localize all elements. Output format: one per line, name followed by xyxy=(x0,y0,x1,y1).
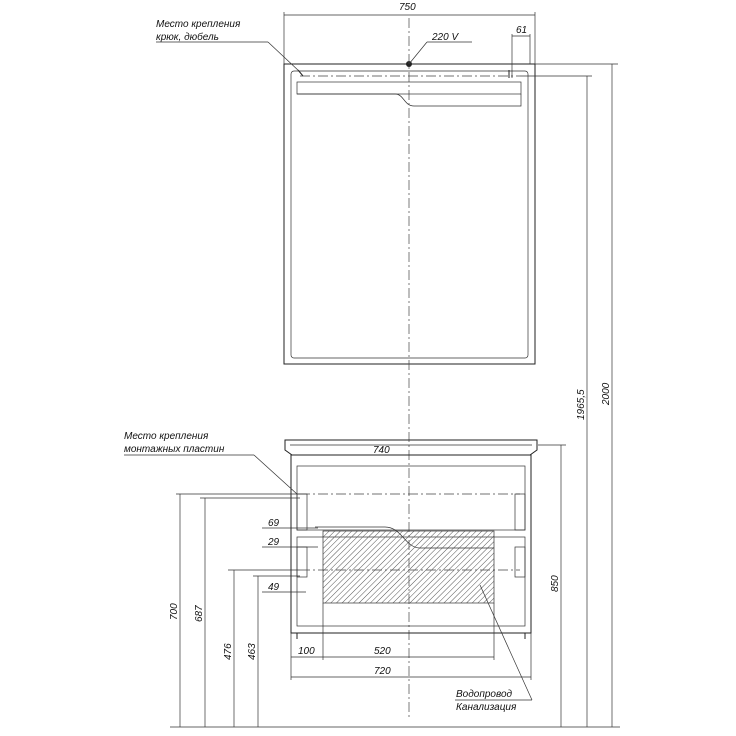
dim-740: 740 xyxy=(373,445,390,456)
power-callout xyxy=(409,32,472,64)
plates-mount-label-2: монтажных пластин xyxy=(124,444,225,455)
dimension-bottom-widths xyxy=(291,603,531,680)
hook-mount-label-2: крюк, дюбель xyxy=(156,32,219,43)
dim-61: 61 xyxy=(516,25,528,36)
sewer-label: Канализация xyxy=(456,702,517,713)
dimension-687 xyxy=(194,498,300,727)
dim-69: 69 xyxy=(268,518,280,529)
dim-463: 463 xyxy=(247,643,258,660)
dimension-61 xyxy=(512,25,530,78)
dimension-29 xyxy=(262,537,318,548)
dim-520: 520 xyxy=(374,646,391,657)
dim-100: 100 xyxy=(298,646,315,657)
dim-700: 700 xyxy=(169,603,180,620)
mirror xyxy=(284,61,535,364)
dimension-49 xyxy=(262,582,306,593)
hook-mount-label-1: Место крепления xyxy=(156,19,241,30)
dimension-850 xyxy=(538,445,566,727)
plates-mount-callout xyxy=(124,431,297,494)
dim-476: 476 xyxy=(223,643,234,660)
dim-2000: 2000 xyxy=(601,382,612,405)
dim-850: 850 xyxy=(550,575,561,592)
power-label: 220 V xyxy=(432,32,459,43)
dim-687: 687 xyxy=(194,605,205,622)
dimension-700 xyxy=(169,494,300,727)
dim-29: 29 xyxy=(268,537,280,548)
plumbing-callout xyxy=(455,585,532,713)
dim-720: 720 xyxy=(374,666,391,677)
dimension-476 xyxy=(223,570,300,727)
dim-1965: 1965,5 xyxy=(576,389,587,420)
dimension-463 xyxy=(247,576,300,727)
dim-49: 49 xyxy=(268,582,280,593)
dimension-69 xyxy=(262,518,318,529)
dimension-mirror-width xyxy=(284,2,535,64)
plates-mount-label-1: Место крепления xyxy=(124,431,209,442)
dim-750: 750 xyxy=(399,2,416,13)
hook-mount-callout xyxy=(156,19,300,72)
water-label: Водопровод xyxy=(456,689,513,700)
